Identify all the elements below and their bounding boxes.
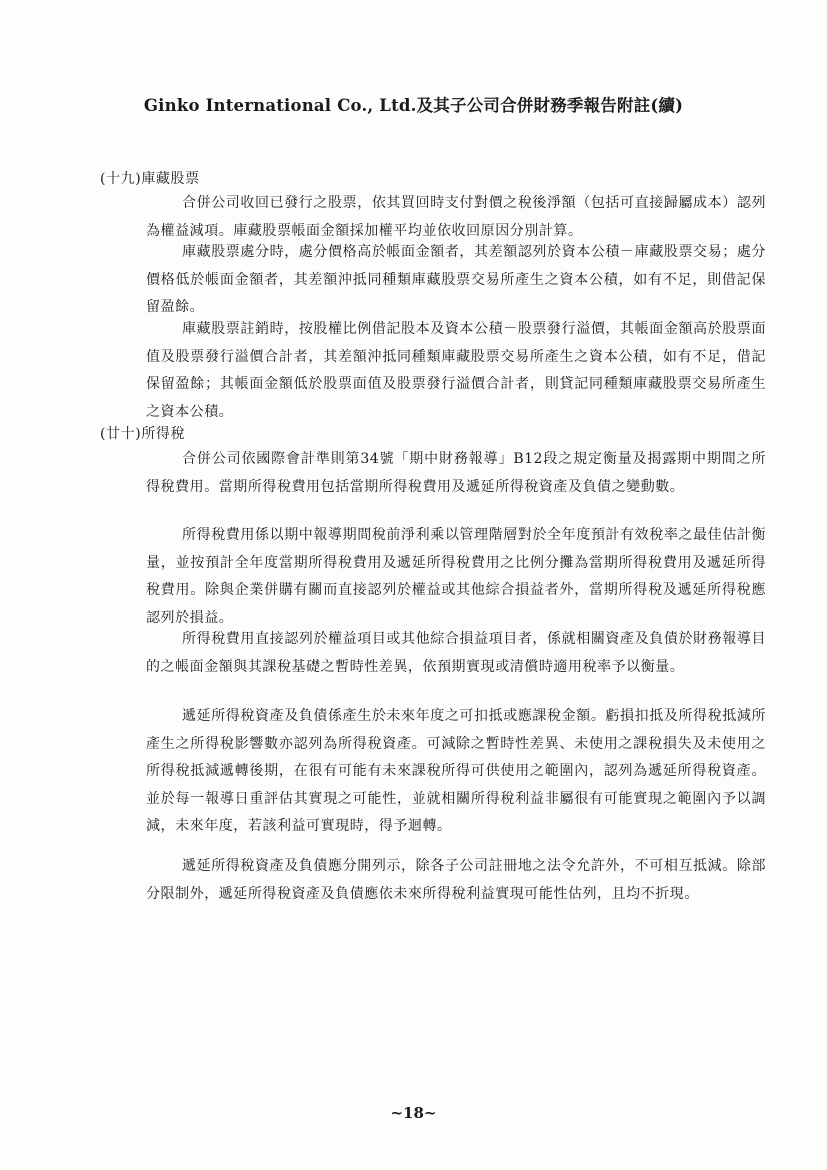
paragraph-income-tax-1: 合併公司依國際會計準則第34號「期中財務報導」B12段之規定衡量及揭露期中期間之所得稅費用。當期所得稅費用包括當期所得稅費用及遞延所得稅資產及負債之變動數。 [146,451,766,495]
section-heading-income-tax: (廿十)所得稅 [100,426,186,442]
page-header-title: Ginko International Co., Ltd.及其子公司合併財務季報告附註(續) [143,96,684,115]
section-heading-treasury-stock: (十九)庫藏股票 [100,171,200,187]
paragraph-treasury-stock-3: 庫藏股票註銷時，按股權比例借記股本及資本公積－股票發行溢價，其帳面金額高於股票面值及股票發行溢價合計者，其差額沖抵同種類庫藏股票交易所產生之資本公積，如有不足，借記保留盈餘；其帳面金額低於股票面值及股票發行溢價合計者，則貸記同種類庫藏股票交易所產生之資本公積。 [146,321,766,420]
paragraph-income-tax-2: 所得稅費用係以期中報導期間稅前淨利乘以管理階層對於全年度預計有效稅率之最佳估計衡量，並按預計全年度當期所得稅費用及遞延所得稅費用之比例分攤為當期所得稅費用及遞延所得稅費用。除與企業併購有關而直接認列於權益或其他綜合損益者外，當期所得稅及遞延所得稅應認列於損益。 [146,527,766,626]
paragraph-treasury-stock-1: 合併公司收回已發行之股票，依其買回時支付對價之稅後淨額（包括可直接歸屬成本）認列為權益減項。庫藏股票帳面金額採加權平均並依收回原因分別計算。 [146,195,766,239]
paragraph-income-tax-5: 遞延所得稅資產及負債應分開列示，除各子公司註冊地之法令允許外，不可相互抵減。除部分限制外，遞延所得稅資產及負債應依未來所得稅利益實現可能性估列，且均不折現。 [146,858,766,902]
paragraph-income-tax-3: 所得稅費用直接認列於權益項目或其他綜合損益項目者，係就相關資產及負債於財務報導目的之帳面金額與其課稅基礎之暫時性差異，依預期實現或清償時適用稅率予以衡量。 [146,631,766,675]
page-number: ~18~ [390,1104,437,1122]
paragraph-income-tax-4: 遞延所得稅資產及負債係產生於未來年度之可扣抵或應課稅金額。虧損扣抵及所得稅抵減所產生之所得稅影響數亦認列為所得稅資產。可減除之暫時性差異、未使用之課稅損失及未使用之所得稅抵減遞轉後期，在很有可能有未來課稅所得可供使用之範圍內，認列為遞延所得稅資產。並於每一報導日重評估其實現之可能性，並就相關所得稅利益非屬很有可能實現之範圍內予以調減，未來年度，若該利益可實現時，得予迴轉。 [146,708,766,834]
paragraph-treasury-stock-2: 庫藏股票處分時，處分價格高於帳面金額者，其差額認列於資本公積－庫藏股票交易；處分價格低於帳面金額者，其差額沖抵同種類庫藏股票交易所產生之資本公積，如有不足，則借記保留盈餘。 [146,244,766,315]
